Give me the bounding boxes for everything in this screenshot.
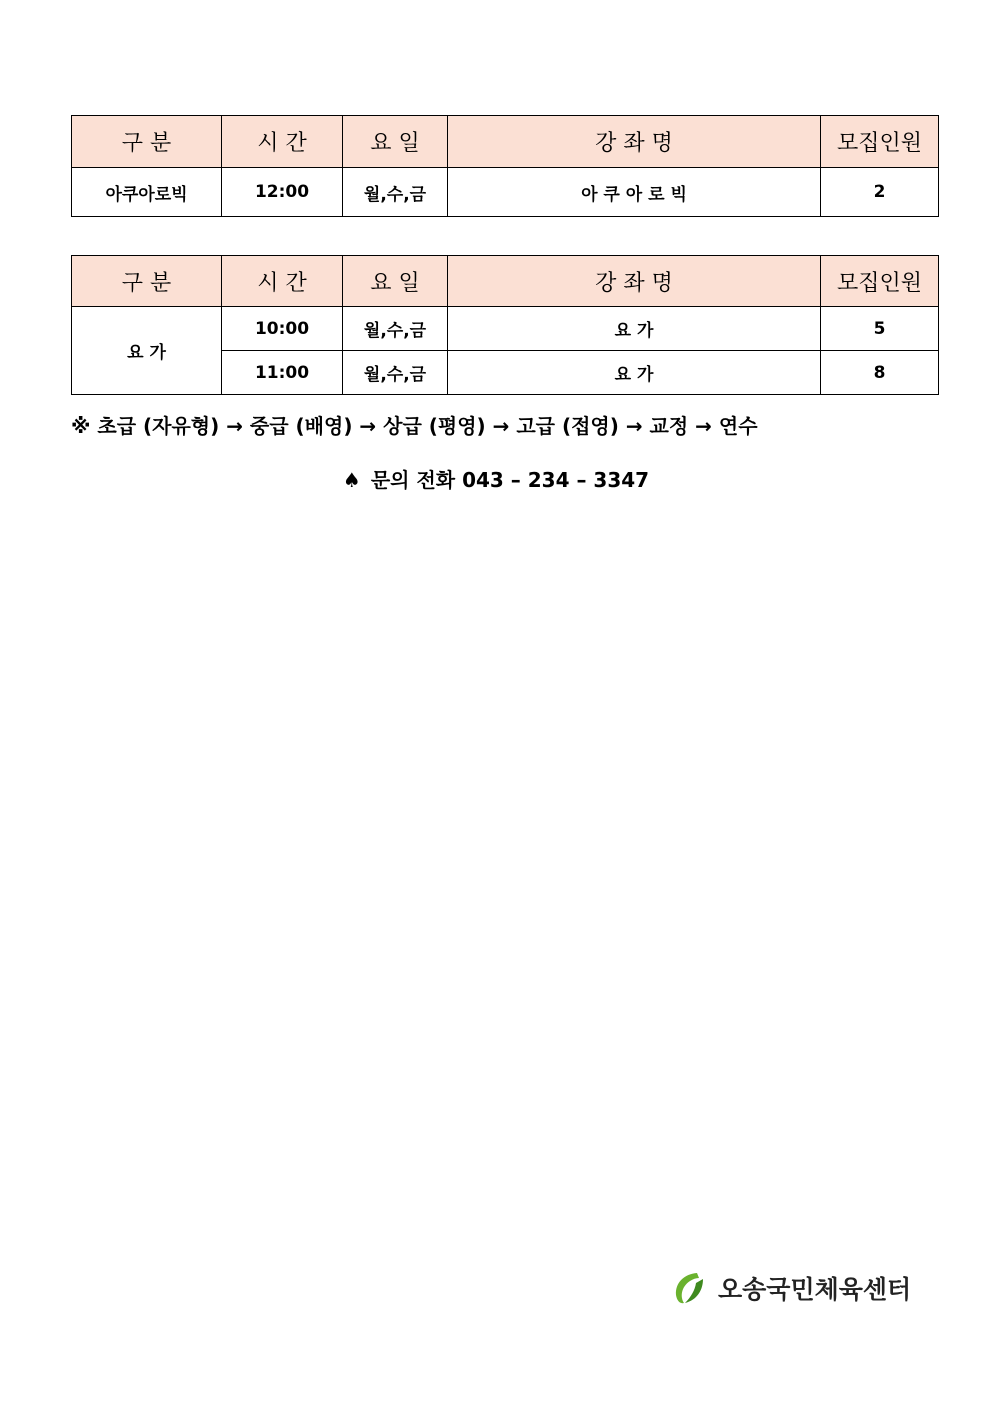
table-row — [72, 307, 939, 351]
header-days: 요 일 — [343, 116, 448, 168]
header-course: 강 좌 명 — [448, 116, 821, 168]
table-header-row — [72, 116, 939, 168]
cell-days: 월,수,금 — [343, 351, 448, 395]
header-course: 강 좌 명 — [448, 256, 821, 307]
leaf-logo-icon — [672, 1270, 708, 1306]
cell-time: 10:00 — [222, 307, 343, 351]
cell-days: 월,수,금 — [343, 168, 448, 217]
header-category: 구 분 — [72, 256, 222, 307]
course-progression-note: ※ 초급 (자유형) → 중급 (배영) → 상급 (평영) → 고급 (접영) → 교정 → 연수 — [71, 414, 758, 438]
header-time: 시 간 — [222, 116, 343, 168]
header-category: 구 분 — [72, 116, 222, 168]
cell-time: 11:00 — [222, 351, 343, 395]
cell-course: 아 쿠 아 로 빅 — [448, 168, 821, 217]
cell-category: 요 가 — [72, 307, 222, 395]
cell-course: 요 가 — [448, 351, 821, 395]
logo-text: 오송국민체육센터 — [718, 1275, 912, 1304]
cell-course: 요 가 — [448, 307, 821, 351]
cell-capacity: 2 — [821, 168, 939, 217]
contact-phone-text: 문의 전화 043 – 234 – 3347 — [370, 468, 650, 492]
cell-category: 아쿠아로빅 — [72, 168, 222, 217]
cell-capacity: 5 — [821, 307, 939, 351]
header-capacity: 모집인원 — [821, 256, 939, 307]
schedule-table-aquarobics — [71, 115, 939, 217]
header-time: 시 간 — [222, 256, 343, 307]
table-header-row — [72, 256, 939, 307]
cell-days: 월,수,금 — [343, 307, 448, 351]
schedule-table-yoga — [71, 255, 939, 395]
header-capacity: 모집인원 — [821, 116, 939, 168]
cell-capacity: 8 — [821, 351, 939, 395]
contact-line — [0, 464, 992, 493]
header-days: 요 일 — [343, 256, 448, 307]
cell-time: 12:00 — [222, 168, 343, 217]
center-logo — [672, 1270, 911, 1306]
spade-icon: ♠ — [342, 468, 361, 492]
table-row — [72, 168, 939, 217]
